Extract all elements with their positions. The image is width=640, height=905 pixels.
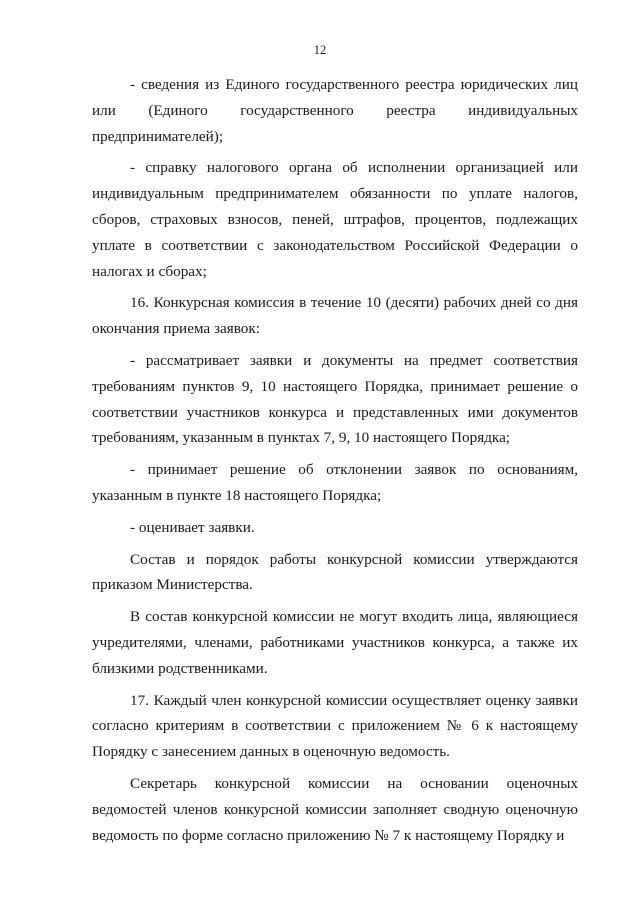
document-body [92, 72, 578, 848]
paragraph-egrul-info: - сведения из Единого государственного реестра юридических лиц или (Единого государственного реестра индивидуальных предпринимателей); [92, 76, 578, 145]
paragraph-clause-17: 17. Каждый член конкурсной комиссии осуществляет оценку заявки согласно критериям в соответствии с приложением № 6 к настоящему Порядку с занесением данных в оценочную ведомость. [92, 691, 578, 761]
paragraph-reviews-applications: - рассматривает заявки и документы на предмет соответствия требованиям пунктов 9, 10 настоящего Порядка, принимает решение о соответствии участников конкурса и представленных ими документов требованиям, указанным в пунктах 7, 9, 10 настоящего Порядка; [92, 351, 578, 447]
paragraph-clause-16: 16. Конкурсная комиссия в течение 10 (десяти) рабочих дней со дня окончания приема заявок: [92, 294, 578, 338]
page-number: 12 [313, 43, 327, 57]
paragraph-evaluates-applications: - оценивает заявки. [130, 518, 255, 536]
paragraph-secretary-duties: Секретарь конкурсной комиссии на основании оценочных ведомостей членов конкурсной комиссии заполняет сводную оценочную ведомость по форме согласно приложению № 7 к настоящему Порядку и [92, 774, 578, 844]
paragraph-tax-certificate: - справку налогового органа об исполнении организацией или индивидуальным предпринимателем обязанности по уплате налогов, сборов, страховых взносов, пеней, штрафов, процентов, подлежащих уплате в соответствии с законодательством Российской Федерации о налогах и сборах; [92, 159, 578, 280]
paragraph-rejects-applications: - принимает решение об отклонении заявок по основаниям, указанным в пункте 18 настоящего Порядка; [92, 461, 578, 504]
paragraph-commission-composition: Состав и порядок работы конкурсной комиссии утверждаются приказом Министерства. [92, 550, 578, 594]
paragraph-commission-restrictions: В состав конкурсной комиссии не могут входить лица, являющиеся учредителями, членами, работниками участников конкурса, а также их близкими родственниками. [92, 608, 578, 677]
